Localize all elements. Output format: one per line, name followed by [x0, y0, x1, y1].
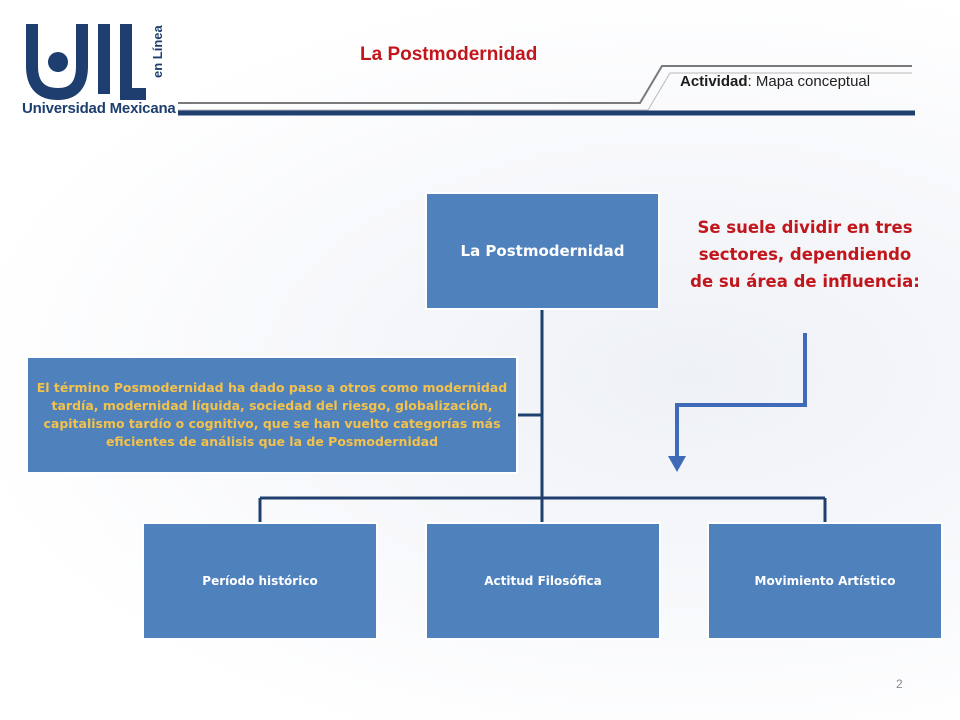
page-title: La Postmodernidad: [360, 44, 538, 65]
note-box: [26, 356, 518, 474]
logo-name: Universidad Mexicana: [22, 100, 176, 117]
activity-value: : Mapa conceptual: [747, 73, 871, 90]
root-node-label: La Postmodernidad: [460, 242, 625, 260]
child-node-actitud-filosofica: [425, 522, 661, 640]
child-node-label: Actitud Filosófica: [484, 574, 602, 588]
activity-label-bold: Actividad: [680, 73, 748, 90]
child-node-label: Movimiento Artístico: [754, 574, 896, 588]
activity-label: [680, 73, 870, 90]
callout-text: Se suele dividir en tres sectores, dependiendo de su área de influencia:: [690, 218, 920, 291]
root-node: [425, 192, 660, 310]
child-node-movimiento-artistico: [707, 522, 943, 640]
note-text: El término Posmodernidad ha dado paso a otros como modernidad tardía, modernidad líquida, sociedad del riesgo, globalización, capitalismo tardío o cognitivo, que se han vuelto categorías más eficientes de análisis que la de Posmodernidad: [36, 380, 508, 449]
child-node-periodo-historico: [142, 522, 378, 640]
page-number: 2: [896, 677, 903, 691]
child-node-label: Período histórico: [202, 574, 318, 588]
logo-subtitle: en Línea: [150, 25, 165, 78]
